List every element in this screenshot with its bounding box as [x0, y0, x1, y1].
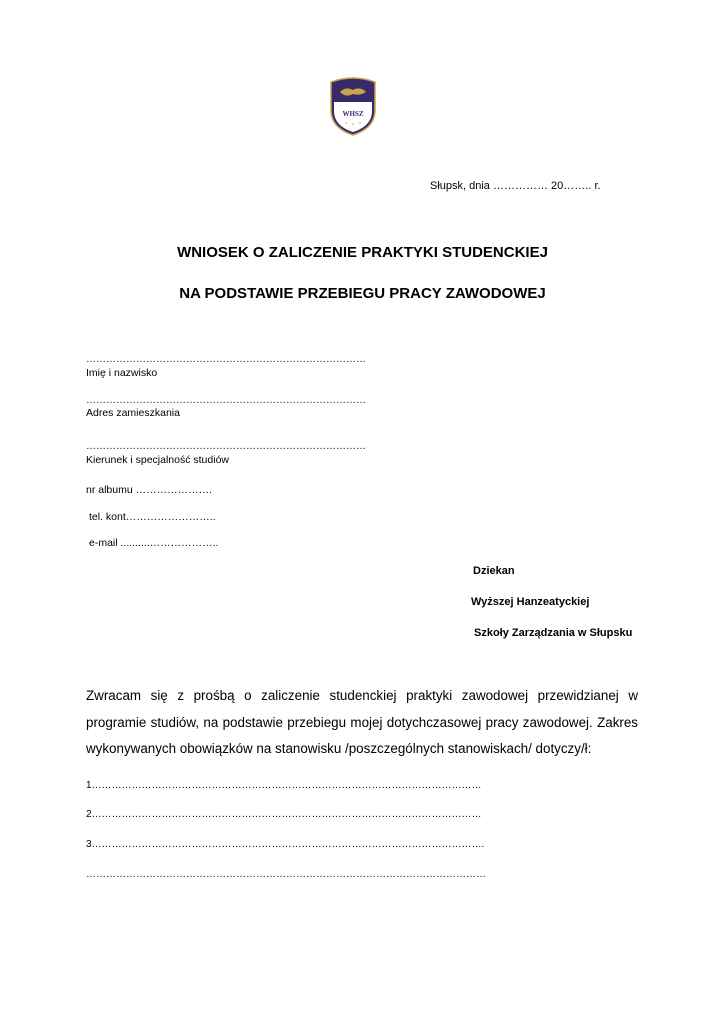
list-item: 2……………………………………………………………………………………………………… — [86, 809, 482, 820]
name-label: Imię i nazwisko — [86, 367, 158, 379]
addressee-dean: Dziekan — [473, 565, 515, 577]
address-label: Adres zamieszkania — [86, 407, 180, 419]
list-item: ………………………………………………………………………………………………………… — [86, 869, 486, 880]
album-number-field: nr albumu …………………. — [86, 484, 213, 496]
addressee-school-line2: Szkoły Zarządzania w Słupsku — [474, 627, 633, 639]
list-item: 1……………………………………………………………………………………………………… — [86, 780, 482, 791]
list-item: 3………………………………………………………………………………………………………. — [86, 839, 485, 850]
document-title-line1: WNIOSEK O ZALICZENIE PRAKTYKI STUDENCKIEJ — [177, 244, 548, 261]
name-dotted-line: ………………………………………………………………………… — [86, 354, 366, 365]
phone-field: tel. kont…………………….. — [89, 511, 216, 523]
addressee-school-line1: Wyższej Hanzeatyckiej — [471, 596, 590, 608]
document-title-line2: NA PODSTAWIE PRZEBIEGU PRACY ZAWODOWEJ — [179, 285, 546, 302]
email-field: e-mail ..........……………….. — [89, 537, 219, 549]
request-paragraph: Zwracam się z prośbą o zaliczenie studenckiej praktyki zawodowej przewidzianej w programie studiów, na podstawie przebiegu mojej dotychczasowej pracy zawodowej. Zakres wykonywanych obowiązków na stanowisku /poszczególnych stanowiskach/ dotyczy/ł: — [86, 688, 638, 756]
field-of-study-label: Kierunek i specjalność studiów — [86, 454, 229, 466]
address-dotted-line: ………………………………………………………………………… — [86, 395, 366, 406]
field-dotted-line: ………………………………………………………………………… — [86, 441, 366, 452]
svg-text:WHSZ: WHSZ — [342, 110, 364, 118]
date-line: Słupsk, dnia …………… 20…….. r. — [430, 180, 601, 192]
school-logo — [328, 76, 378, 136]
